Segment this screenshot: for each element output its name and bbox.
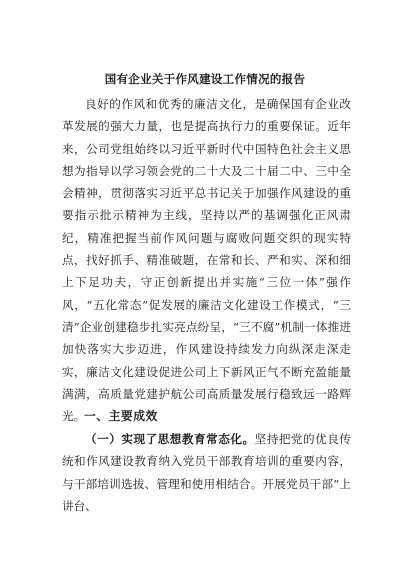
intro-paragraph: 良好的作风和优秀的廉洁文化，是确保国有企业改革发展的强大力量，也是提高执行力的重要保证。近年来，公司党组始终以习近平新时代中国特色社会主义思想为指导以学习领会党的二十大及二十届二中、三中全会精神，贯彻落实习近平总书记关于加强作风建设的重要指示批示精神为主线，坚持以严的基调强化正风肃纪，精准把握当前作风问题与腐败问题交织的现实特点，找好抓手、精准破题，在常和长、严和实、深和细上下足功夫，守正创新提出并实施“三位一体”强作风，“五化常态”促发展的廉洁文化建设工作模式，“三清”企业创建稳步扎实亮点纷呈，“三不腐”机制一体推进加快落实大步迈进，作风建设持续发力向纵深走深走实，廉洁文化建设促进公司上下新风正气不断充盈能量满满，高质量党建护航公司高质量发展行稳致远一路辉光。 bbox=[62, 97, 351, 424]
subsection-body: 坚持把党的优良传统和作风建设教育纳入党员干部教育培训的重要内容，与干部培训选拔、管理和使用相结合。开展党员干部“上讲台、 bbox=[62, 432, 351, 513]
section-heading: 一、主要成效 bbox=[84, 409, 158, 423]
document-title: 国有企业关于作风建设工作情况的报告 bbox=[104, 72, 306, 86]
subsection-title: （一）实现了思想教育常态化。 bbox=[85, 432, 255, 446]
subsection-paragraph bbox=[62, 428, 351, 517]
